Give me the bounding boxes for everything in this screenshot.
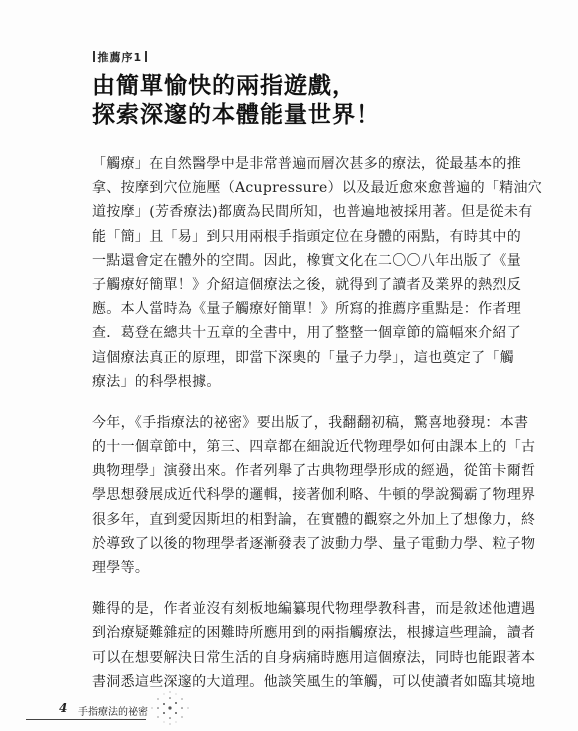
text-line: 典物理學」演發出來。作者列舉了古典物理學形成的經過，從笛卡爾哲 xyxy=(92,463,536,480)
label-bar-right xyxy=(145,51,147,62)
label-bar-left xyxy=(93,51,95,62)
text-line: 理學等。 xyxy=(92,560,150,576)
decorative-dots-icon xyxy=(148,684,208,730)
footer-rule xyxy=(26,719,146,720)
title-line-2: 探索深邃的本體能量世界！ xyxy=(92,102,380,128)
section-label xyxy=(90,49,150,65)
text-line: 難得的是，作者並沒有刻板地編纂現代物理學教科書，而是敘述他遭遇 xyxy=(92,601,536,618)
text-line: 到治療疑難雜症的困難時所應用到的兩指觸療法，根據這些理論，讀者 xyxy=(92,625,536,642)
text-line: 療法」的科學根據。 xyxy=(92,373,221,390)
text-line: 學思想發展成近代科學的邏輯，接著伽利略、牛頓的學說獨霸了物理界 xyxy=(92,487,536,504)
text-line: 的十一個章節中，第三、四章都在細說近代物理學如何由課本上的「古 xyxy=(92,439,536,456)
paragraph-2 xyxy=(92,411,536,580)
text-line: 應。本人當時為《量子觸療好簡單！》所寫的推薦序重點是：作者理 xyxy=(92,301,521,318)
text-line: 今年，《手指療法的祕密》要出版了，我翻翻初稿，驚喜地發現：本書 xyxy=(92,414,529,431)
paragraph-1 xyxy=(92,152,543,394)
text-line: 書洞悉這些深邃的大道理。他談笑風生的筆觸，可以使讀者如臨其境地 xyxy=(92,673,536,690)
text-line: 「觸療」在自然醫學中是非常普遍而層次甚多的療法，從最基本的推 xyxy=(92,156,521,172)
text-line: 一點還會定在體外的空間。因此，橡實文化在二〇〇八年出版了《量 xyxy=(92,252,521,269)
text-line: 可以在想要解決日常生活的自身病痛時應用這個療法，同時也能跟著本 xyxy=(92,649,536,666)
text-line: 查．葛登在總共十五章的全書中，用了整整一個章節的篇幅來介紹了 xyxy=(92,325,521,342)
text-line: 這個療法真正的原理，即當下深奧的「量子力學」，這也奠定了「觸 xyxy=(92,349,514,366)
running-title: 手指療法的祕密 xyxy=(78,707,148,718)
text-line: 很多年，直到愛因斯坦的相對論，在實體的觀察之外加上了想像力，終 xyxy=(92,511,536,528)
text-line: 拿、按摩到穴位施壓（Acupressure）以及最近愈來愈普遍的「精油穴 xyxy=(92,180,543,197)
text-line: 能「簡」且「易」到只用兩根手指頭定位在身體的兩點，有時其中的 xyxy=(92,228,521,245)
chapter-title xyxy=(92,72,380,130)
text-line: 子觸療好簡單！》介紹這個療法之後，就得到了讀者及業界的熱烈反 xyxy=(92,276,521,293)
paragraph-3 xyxy=(92,597,536,694)
section-label-text: 推薦序1 xyxy=(97,51,143,64)
page-number: 4 xyxy=(59,701,68,715)
text-line: 於導致了以後的物理學者逐漸發表了波動力學、量子電動力學、粒子物 xyxy=(92,535,536,552)
body-text xyxy=(92,152,543,711)
title-line-1: 由簡單愉快的兩指遊戲， xyxy=(92,73,356,99)
text-line: 道按摩」(芳香療法)都廣為民間所知，也普遍地被採用著。但是從未有 xyxy=(92,204,533,221)
